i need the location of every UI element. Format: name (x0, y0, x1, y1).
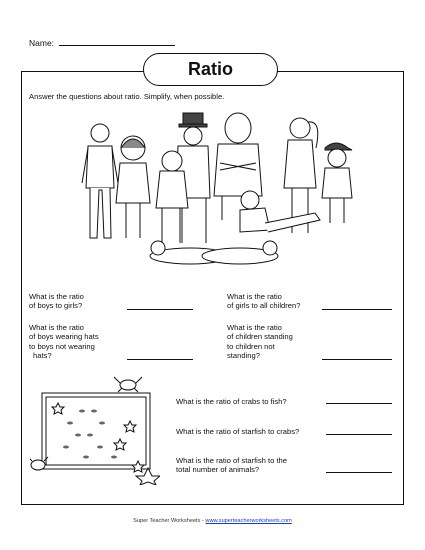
question-starfish-to-total: What is the ratio of starfish to the total number of animals? (176, 456, 288, 475)
aquarium-illustration (30, 373, 160, 485)
question-hats: What is the ratio of boys wearing hats to boys not wearing hats? (29, 323, 99, 361)
question-crabs-to-fish: What is the ratio of crabs to fish? (176, 397, 287, 406)
footer-link[interactable]: www.superteacherworksheets.com (205, 518, 292, 524)
answer-line[interactable] (326, 434, 392, 435)
question-boys-to-girls: What is the ratio of boys to girls? (29, 292, 84, 311)
name-input-line[interactable] (59, 45, 175, 46)
footer (0, 518, 425, 524)
child-figure (150, 241, 278, 264)
answer-line[interactable] (326, 472, 392, 473)
answer-line[interactable] (127, 359, 193, 360)
child-figure (82, 124, 118, 238)
question-girls-to-all: What is the ratio of girls to all children? (227, 292, 301, 311)
title-pill: Ratio (143, 53, 278, 86)
question-standing: What is the ratio of children standing to children not standing? (227, 323, 293, 361)
children-illustration (80, 108, 370, 273)
answer-line[interactable] (322, 359, 392, 360)
answer-line[interactable] (322, 309, 392, 310)
child-figure (322, 143, 352, 223)
child-figure (116, 136, 150, 238)
instructions: Answer the questions about ratio. Simplify, when possible. (29, 92, 225, 101)
footer-site-name: Super Teacher Worksheets (133, 518, 201, 524)
name-label: Name: (29, 38, 55, 48)
answer-line[interactable] (326, 403, 392, 404)
crab-icon (114, 377, 142, 392)
question-starfish-to-crabs: What is the ratio of starfish to crabs? (176, 427, 300, 436)
footer-separator: - (201, 518, 204, 524)
answer-line[interactable] (127, 309, 193, 310)
